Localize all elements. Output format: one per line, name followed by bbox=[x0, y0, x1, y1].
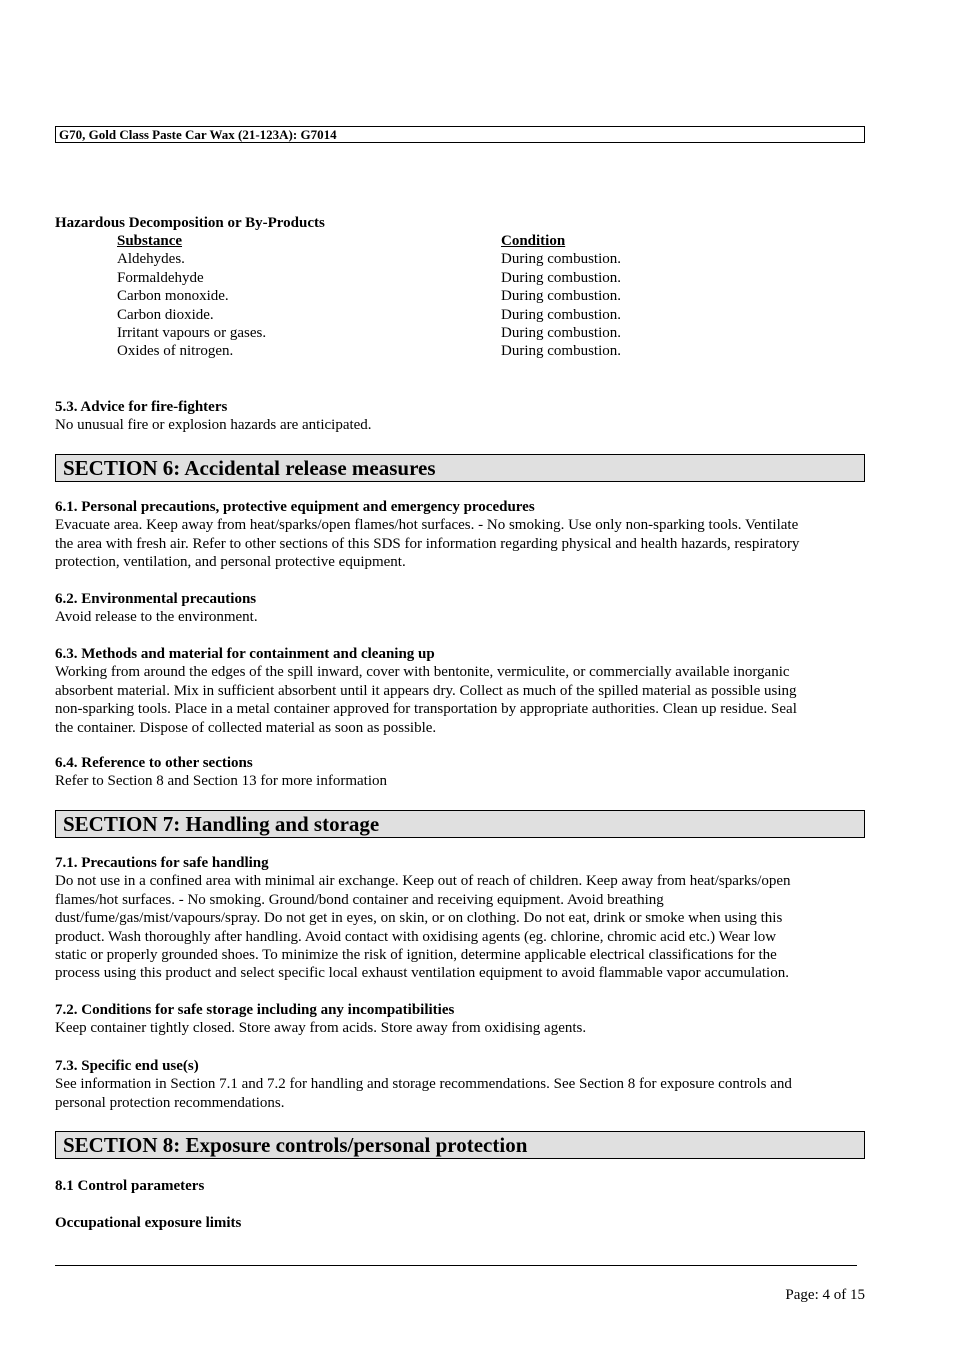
oel-heading: Occupational exposure limits bbox=[55, 1215, 242, 1231]
subsection-heading: 6.2. Environmental precautions bbox=[55, 591, 257, 607]
condition-column bbox=[501, 232, 621, 361]
text-line: Working from around the edges of the spill inward, cover with bentonite, vermiculite, or commercially available inorganic bbox=[55, 664, 790, 681]
subsection-heading: 5.3. Advice for fire-fighters bbox=[55, 399, 228, 415]
text-line: personal protection recommendations. bbox=[55, 1094, 285, 1111]
subsection-text: Refer to Section 8 and Section 13 for more information bbox=[55, 773, 387, 790]
text-line: Evacuate area. Keep away from heat/sparks/open flames/hot surfaces. - No smoking. Use only non-sparking tools. Ventilate bbox=[55, 517, 799, 534]
condition-cell: During combustion. bbox=[501, 251, 621, 268]
text-line: process using this product and select specific local exhaust ventilation equipment to avoid flammable vapor accumulation. bbox=[55, 965, 789, 982]
condition-cell: During combustion. bbox=[501, 288, 621, 305]
text-line: See information in Section 7.1 and 7.2 for handling and storage recommendations. See Section 8 for exposure controls and bbox=[55, 1076, 792, 1093]
text-line: dust/fume/gas/mist/vapours/spray. Do not get in eyes, on skin, or on clothing. Do not eat, drink or smoke when using this bbox=[55, 910, 783, 927]
subsection-7-3 bbox=[55, 1057, 867, 1112]
condition-cell: During combustion. bbox=[501, 269, 621, 286]
condition-cell: During combustion. bbox=[501, 343, 621, 360]
subsection-text: Keep container tightly closed. Store away from acids. Store away from oxidising agents. bbox=[55, 1020, 587, 1037]
substance-header: Substance bbox=[117, 233, 183, 249]
subsection-heading: 6.1. Personal precautions, protective equipment and emergency procedures bbox=[55, 499, 535, 515]
subsection-8-1-heading: 8.1 Control parameters bbox=[55, 1178, 205, 1194]
text-line: static or properly grounded shoes. To minimize the risk of ignition, determine applicable electrical classifications for the bbox=[55, 947, 777, 964]
subsection-6-4 bbox=[55, 754, 867, 791]
subsection-text: Avoid release to the environment. bbox=[55, 609, 258, 626]
substance-column bbox=[117, 232, 266, 361]
subsection-6-1 bbox=[55, 498, 867, 572]
section-7-title: SECTION 7: Handling and storage bbox=[55, 810, 865, 838]
substance-cell: Carbon monoxide. bbox=[117, 288, 229, 305]
document-header: G70, Gold Class Paste Car Wax (21-123A): G7014 bbox=[55, 126, 865, 143]
subsection-7-2 bbox=[55, 1001, 867, 1038]
subsection-5-3 bbox=[55, 398, 867, 435]
hazardous-heading: Hazardous Decomposition or By-Products bbox=[55, 215, 325, 231]
subsection-heading: 6.4. Reference to other sections bbox=[55, 755, 253, 771]
condition-cell: During combustion. bbox=[501, 306, 621, 323]
substance-cell: Formaldehyde bbox=[117, 269, 204, 286]
condition-header: Condition bbox=[501, 233, 566, 249]
text-line: Do not use in a confined area with minimal air exchange. Keep out of reach of children. Keep away from heat/sparks/open bbox=[55, 873, 791, 890]
condition-cell: During combustion. bbox=[501, 324, 621, 341]
section-8-title: SECTION 8: Exposure controls/personal protection bbox=[55, 1131, 865, 1159]
subsection-6-2 bbox=[55, 590, 867, 627]
page-number: Page: 4 of 15 bbox=[785, 1287, 865, 1303]
substance-cell: Carbon dioxide. bbox=[117, 306, 214, 323]
subsection-heading: 7.1. Precautions for safe handling bbox=[55, 855, 269, 871]
text-line: the area with fresh air. Refer to other sections of this SDS for information regarding physical and health hazards, respiratory bbox=[55, 535, 800, 552]
subsection-6-3 bbox=[55, 645, 867, 737]
section-6-title: SECTION 6: Accidental release measures bbox=[55, 454, 865, 482]
subsection-text: No unusual fire or explosion hazards are anticipated. bbox=[55, 417, 372, 434]
subsection-heading: 6.3. Methods and material for containment and cleaning up bbox=[55, 646, 435, 662]
substance-cell: Irritant vapours or gases. bbox=[117, 324, 267, 341]
text-line: protection, ventilation, and personal protective equipment. bbox=[55, 554, 406, 571]
substance-cell: Oxides of nitrogen. bbox=[117, 343, 234, 360]
text-line: product. Wash thoroughly after handling. Avoid contact with oxidising agents (eg. chlorine, chromic acid etc.) Wear low bbox=[55, 928, 777, 945]
subsection-heading: 7.2. Conditions for safe storage including any incompatibilities bbox=[55, 1002, 455, 1018]
text-line: absorbent material. Mix in sufficient absorbent until it appears dry. Collect as much of the spilled material as possible using bbox=[55, 682, 797, 699]
text-line: non-sparking tools. Place in a metal container approved for transportation by appropriate authorities. Clean up residue. Seal bbox=[55, 701, 797, 718]
text-line: flames/hot surfaces. - No smoking. Ground/bond container and receiving equipment. Avoid breathing bbox=[55, 891, 664, 908]
subsection-7-1 bbox=[55, 854, 867, 983]
text-line: the container. Dispose of collected material as soon as possible. bbox=[55, 719, 437, 736]
subsection-heading: 7.3. Specific end use(s) bbox=[55, 1058, 199, 1074]
substance-cell: Aldehydes. bbox=[117, 251, 185, 268]
footer-divider bbox=[55, 1265, 857, 1266]
